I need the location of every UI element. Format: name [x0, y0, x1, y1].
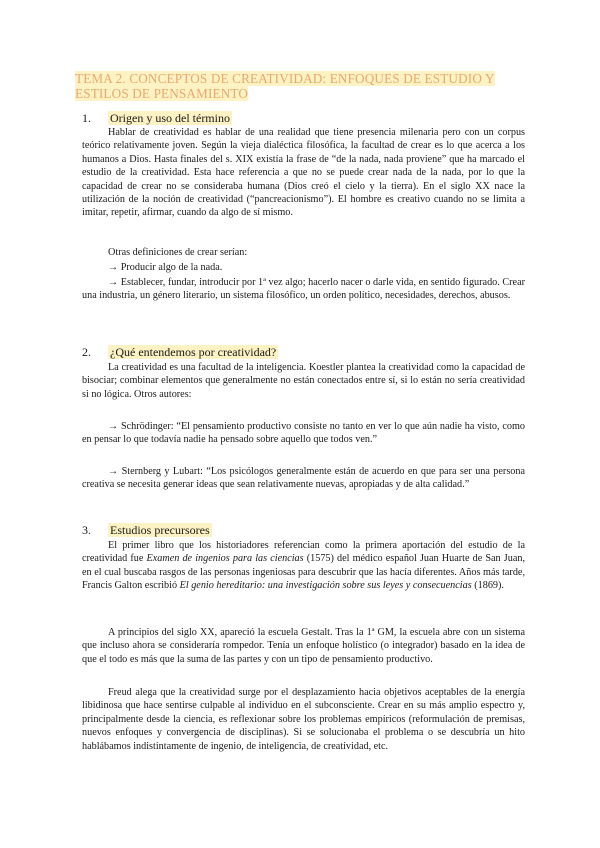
section-1-title: Origen y uso del término [110, 111, 230, 125]
book-title-huarte: Examen de ingenios para las ciencias [146, 553, 304, 565]
p1-text-a: El primer libro que los historiadores referencian como la primera aportación del estudio de la creatividad fue [82, 540, 525, 565]
section-2-number: 2. [82, 345, 91, 359]
definition-2: → Establecer, fundar, introducir por 1ª vez algo; hacerlo nacer o darle vida, en sentido figurado. Crear una industria, un género literario, un sistema filosófico, un orden político, necesidades, derechos, abusos. [82, 277, 525, 302]
sternberg-quote: → Sternberg y Lubart: “Los psicólogos generalmente están de acuerdo en que para ser una persona creativa se necesita generar ideas que sean relativamente nuevas, apropiadas y de alta calidad.” [82, 466, 525, 491]
section-3-paragraph-2: A principios del siglo XX, apareció la escuela Gestalt. Tras la 1ª GM, la escuela abre con un sistema que incluso ahora se consideraría rompedor. Tenía un enfoque holístico (o integrador) basado en la idea de que el todo es más que la suma de las partes y con un tipo de pensamiento productivo. [82, 627, 525, 665]
schrodinger-quote: → Schrödinger: “El pensamiento productivo consiste no tanto en ver lo que aún nadie ha visto, como en pensar lo que todavía nadie ha pensado sobre aquello que todos ven.” [82, 421, 525, 446]
document-title [75, 71, 535, 101]
section-2-heading [82, 345, 278, 359]
section-3-heading [82, 523, 212, 537]
section-2-title: ¿Qué entendemos por creatividad? [110, 345, 277, 359]
section-3-paragraph-1 [82, 539, 525, 593]
title-line-2: ESTILOS DE PENSAMIENTO [75, 86, 249, 101]
p1-text-c: (1869). [471, 580, 504, 592]
section-3-title: Estudios precursores [110, 523, 210, 537]
p1-text-b: (1575) del médico español Juan Huarte de San Juan, en el cual buscaba rasgos de las personas ingeniosas para descubrir que las hacía diferentes. Años más tarde, Francis Galton escribió [82, 553, 525, 592]
section-3-paragraph-3: Freud alega que la creatividad surge por el desplazamiento hacia objetivos aceptables de la energía libidinosa que hace sentirse culpable al individuo en el subconsciente. Crear en su más amplio espectro y, principalmente desde la ciencia, es reflexionar sobre los problemas empíricos (reformulación de premisas, nuevos enfoques y convergencia de disciplinas). Si se solucionaba el problema o se descubría un hito hablábamos indistintamente de ingenio, de inteligencia, de creatividad, etc. [82, 687, 525, 752]
title-line-1: TEMA 2. CONCEPTOS DE CREATIVIDAD: ENFOQUES DE ESTUDIO Y [75, 71, 495, 86]
other-definitions-intro: Otras definiciones de crear serían: [108, 247, 248, 258]
section-1-paragraph: Hablar de creatividad es hablar de una realidad que tiene presencia milenaria pero con un corpus teórico relativamente joven. Según la vieja dialéctica filosófica, la facultad de crear es lo que acerca a los humanos a Dios. Hasta finales del s. XIX existía la frase de “de la nada, nada proviene” que ha marcado el estudio de la creatividad. Esta hace referencia a que no se puede crear nada de la nada, por lo que la capacidad de crear no se consideraba humana (Dios creó el cielo y la tierra). En el siglo XX nace la utilización de la noción de creatividad (“pancreacionismo”). El hombre es creativo cuando no se limita a imitar, repetir, afirmar, cuando da algo de sí mismo. [82, 127, 525, 219]
section-1-heading [82, 111, 232, 125]
section-2-paragraph: La creatividad es una facultad de la inteligencia. Koestler plantea la creatividad como la capacidad de bisociar; combinar elementos que generalmente no están conectados entre sí, si lo están no sería creatividad si no lógica. Otros autores: [82, 362, 525, 400]
section-1-number: 1. [82, 111, 91, 125]
section-3-number: 3. [82, 523, 91, 537]
book-title-galton: El genio hereditario: una investigación sobre sus leyes y consecuencias [179, 580, 472, 592]
definition-1: → Producir algo de la nada. [108, 262, 223, 273]
